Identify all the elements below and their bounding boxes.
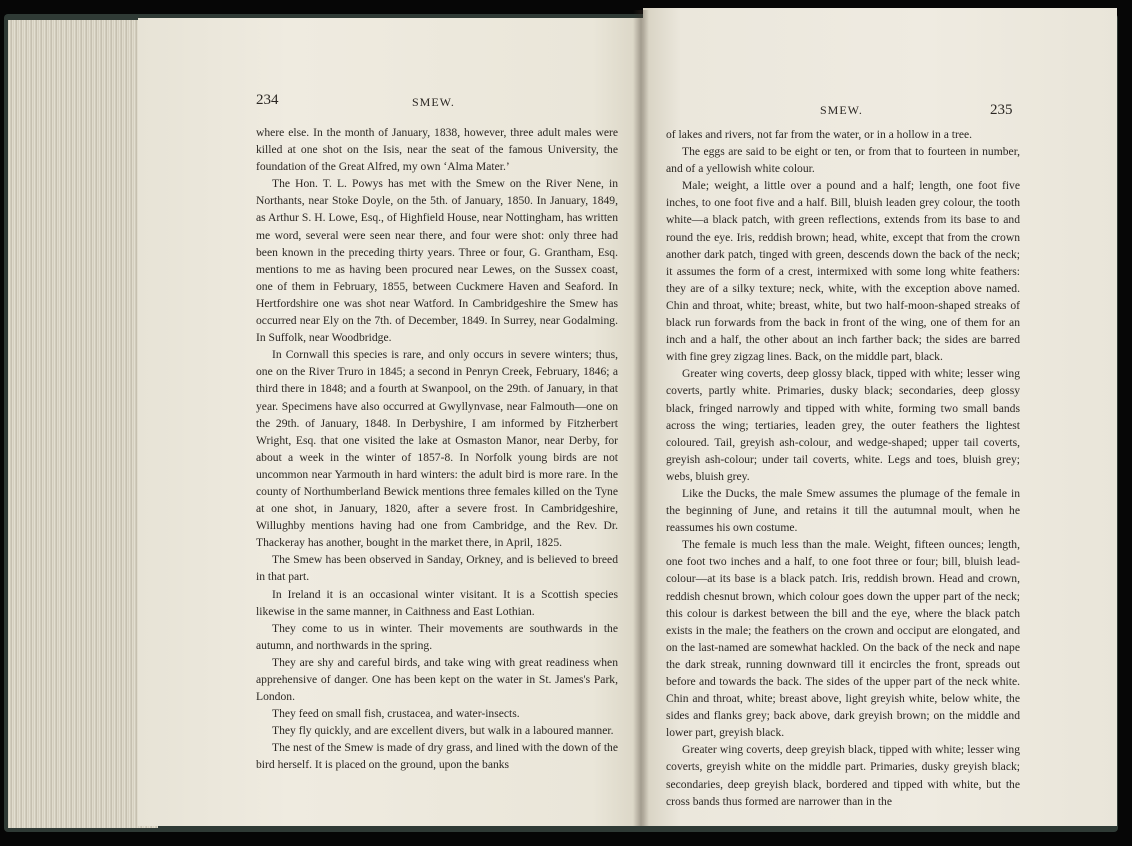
paragraph: The Hon. T. L. Powys has met with the Smew on the River Nene, in Northants, near Stoke Doyle, on the 5th. of January, 1850. In January, 1849, as Arthur S. H. Lowe, Esq., of Highfield House, near Nottingham, has written me word, several were seen near there, and four were shot: only three had been known in the preceding thirty years. Three or four, G. Grantham, Esq. mentions to me as having been procured near Lewes, on the Sussex coast, one of them in February, 1855, between Cuckmere Haven and Seaford. In Hertfordshire one was shot near Watford. In Cambridgeshire the Smew has occurred near Ely on the 7th. of December, 1849. In Surrey, near Godalming. In Suffolk, near Woodbridge. [256,177,618,345]
paragraph: In Ireland it is an occasional winter visitant. It is a Scottish species likewise in the same manner, in Caithness and East Lothian. [256,587,618,618]
paragraph: They fly quickly, and are excellent divers, but walk in a laboured manner. [272,724,614,738]
paragraph: In Cornwall this species is rare, and only occurs in severe winters; thus, one on the River Truro in 1845; a second in Penryn Creek, February, 1846; a third there in 1848; and a fourth at Swanpool, on the 29th. of January, in that year. Specimens have also occurred at Gwyllynvase, near Falmouth—one on the 29th. of January, 1848. In Derbyshire, I am informed by Fitzherbert Wright, Esq. that one visited the lake at Osmaston Manor, near Derby, for about a week in the winter of 1857-8. In Norfolk young birds are not uncommon near Yarmouth in hard winters: the adult bird is more rare. In the county of Northumberland Bewick mentions three females killed on the Tyne at one shot, in January, 1820, after a severe frost. In Cambridgeshire, Willughby mentions having had one from Cambridge, and the Rev. Dr. Thackeray has another, bought in the market there, in April, 1825. [256,348,618,550]
paragraph: of lakes and rivers, not far from the water, or in a hollow in a tree. [666,128,973,141]
paragraph: Male; weight, a little over a pound and a half; length, one foot five inches, to one foot five and a half. Bill, bluish leaden grey colour, the tooth white—a black patch, with green reflections, extends from its base to and round the eye. Iris, reddish brown; head, white, except that from the crown another dark patch, tinged with green, descends down the back of the neck; it assumes the form of a crest, intermixed with some long white feathers: they are of a silky texture; neck, white, with the exception above named. Chin and throat, white; breast, white, but two half-moon-shaped streaks of black run forwards from the back in front of the wing, one of them for an inch and a half, the other about an inch farther back; the sides are barred with fine grey zigzag lines. Back, on the middle part, black. [666,179,1020,364]
left-running-head: SMEW. [412,95,455,109]
paragraph: They feed on small fish, crustacea, and water-insects. [272,707,520,721]
page-edges [8,20,158,828]
paragraph: The Smew has been observed in Sanday, Orkney, and is believed to breed in that part. [256,553,618,584]
book-gutter [633,10,649,826]
paragraph: They are shy and careful birds, and take wing with great readiness when apprehensive of danger. One has been kept on the water in St. James's Park, London. [256,655,618,704]
paragraph: Greater wing coverts, deep glossy black, tipped with white; lesser wing coverts, partly white. Primaries, dusky black; secondaries, deep glossy black, fringed narrowly and tipped with white, forming two small bands across the wing; tertiaries, leaden grey, the outer feathers the lightest coloured. Tail, greyish ash-colour, and wedge-shaped; upper tail coverts, greyish ash-colour; under tail coverts, white. Legs and toes, bluish grey; webs, bluish grey. [666,367,1020,483]
left-page-body [256,124,618,774]
right-page-number: 235 [990,102,1013,118]
paragraph: Like the Ducks, the male Smew assumes the plumage of the female in the beginning of June, and retains it till the autumnal moult, when he reassumes his own costume. [666,486,1020,535]
right-running-head: SMEW. [820,103,863,117]
right-page-body [666,126,1020,810]
paragraph: where else. In the month of January, 1838, however, three adult males were killed at one shot on the Isis, near the seat of the famous University, the foundation of the Great Alfred, my own ‘Alma Mater.’ [256,126,618,174]
left-page-number: 234 [256,92,279,108]
paragraph: The female is much less than the male. Weight, fifteen ounces; length, one foot two inches and a half, to one foot three or four; bill, bluish lead-colour—at its base is a black patch. Iris, reddish brown. Head and crown, reddish chesnut brown, which colour goes down the upper part of the neck; this colour is darkest between the bill and the eye, where the black patch exists in the male; the feathers on the crown and occiput are elongated, and on the last-named are somewhat hackled. On the back of the neck and nape the dark streak, running downward till it encircles the front, spreads out before and towards the back. The sides of the upper part of the neck white. Chin and throat, white; breast above, light greyish white, below white, the sides and flanks grey; back above, dark greyish brown; on the middle and lower part, greyish black. [666,538,1020,740]
paragraph: The eggs are said to be eight or ten, or from that to fourteen in number, and of a yellowish white colour. [666,145,1020,176]
paragraph: Greater wing coverts, deep greyish black, tipped with white; lesser wing coverts, greyish white on the middle part. Primaries, dusky greyish black; secondaries, deep greyish black, bordered and tipped with white, but the cross bands thus formed are narrower than in the [666,743,1020,808]
paragraph: The nest of the Smew is made of dry grass, and lined with the down of the bird herself. It is placed on the ground, upon the banks [256,741,618,772]
paragraph: They come to us in winter. Their movements are southwards in the autumn, and northwards in the spring. [256,621,618,652]
